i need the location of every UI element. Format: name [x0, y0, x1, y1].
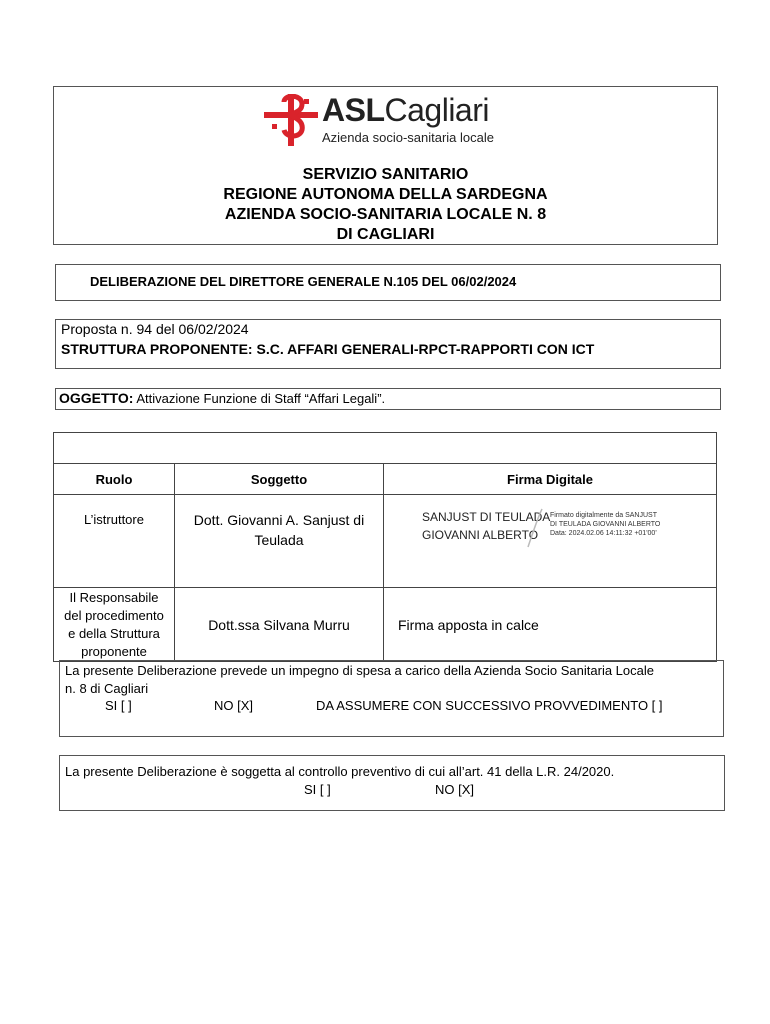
table-row — [54, 588, 717, 662]
signature-stroke-icon — [526, 507, 546, 549]
meta-line: DI TEULADA GIOVANNI ALBERTO — [550, 521, 661, 528]
proposta-number: Proposta n. 94 del 06/02/2024 — [61, 321, 249, 337]
ruolo-cell: L’istruttore — [54, 495, 175, 588]
header-soggetto: Soggetto — [175, 464, 384, 495]
header-line-1: SERVIZIO SANITARIO — [302, 166, 469, 183]
ruolo-line: proponente — [81, 643, 147, 659]
impegno-no-checkbox: NO [X] — [214, 698, 254, 713]
header-ruolo: Ruolo — [54, 464, 175, 495]
controllo-si-checkbox: SI [ ] — [304, 782, 331, 797]
meta-line: Firmato digitalmente da SANJUST — [550, 512, 657, 519]
signature-metadata — [550, 511, 660, 538]
oggetto-label: OGGETTO: — [59, 390, 134, 406]
signature-table — [53, 432, 717, 662]
header-firma: Firma Digitale — [384, 464, 717, 495]
signer-line: SANJUST DI TEULADA — [422, 510, 551, 524]
impegno-da-assumere-checkbox: DA ASSUMERE CON SUCCESSIVO PROVVEDIMENTO [ ] — [316, 698, 663, 713]
impegno-line-1: La presente Deliberazione prevede un impegno di spesa a carico della Azienda Socio Sanitaria Locale — [65, 663, 654, 678]
soggetto-line: Dott. Giovanni A. Sanjust di — [193, 512, 365, 528]
ruolo-line: del procedimento — [64, 607, 164, 623]
impegno-text — [65, 662, 720, 698]
header-line-4: DI CAGLIARI — [336, 226, 435, 243]
impegno-si-checkbox: SI [ ] — [105, 698, 132, 713]
impegno-line-2: n. 8 di Cagliari — [65, 681, 149, 696]
controllo-no-checkbox: NO [X] — [435, 782, 475, 797]
header-line-2: REGIONE AUTONOMA DELLA SARDEGNA — [223, 186, 548, 203]
firma-cell: Firma apposta in calce — [384, 588, 717, 662]
table-title-cell — [54, 433, 717, 464]
meta-line: Data: 2024.02.06 14:11:32 +01'00' — [550, 530, 657, 537]
logo-subtitle: Azienda socio-sanitaria locale — [322, 130, 494, 145]
ruolo-line: e della Struttura — [68, 625, 160, 641]
header-line-3: AZIENDA SOCIO-SANITARIA LOCALE N. 8 — [224, 206, 547, 223]
controllo-text: La presente Deliberazione è soggetta al controllo preventivo di cui all’art. 41 della L.R. 24/2020. — [65, 764, 615, 779]
soggetto-cell — [175, 495, 384, 588]
struttura-proponente: STRUTTURA PROPONENTE: S.C. AFFARI GENERALI-RPCT-RAPPORTI CON ICT — [61, 341, 595, 357]
oggetto-text: Attivazione Funzione di Staff “Affari Legali”. — [133, 391, 386, 406]
ruolo-cell — [54, 588, 175, 662]
oggetto — [59, 390, 385, 406]
asl-logo-icon — [264, 94, 318, 146]
signer-line: GIOVANNI ALBERTO — [422, 528, 539, 542]
deliberazione-title: DELIBERAZIONE DEL DIRETTORE GENERALE N.105 DEL 06/02/2024 — [90, 274, 517, 289]
soggetto-cell: Dott.ssa Silvana Murru — [175, 588, 384, 662]
table-title-row — [54, 433, 717, 464]
soggetto-line: Teulada — [254, 532, 304, 548]
firma-digitale-cell — [384, 495, 717, 588]
table-header-row — [54, 464, 717, 495]
logo-brand: ASLCagliari — [322, 92, 489, 128]
ruolo-line: Il Responsabile — [69, 589, 159, 605]
table-row — [54, 495, 717, 588]
